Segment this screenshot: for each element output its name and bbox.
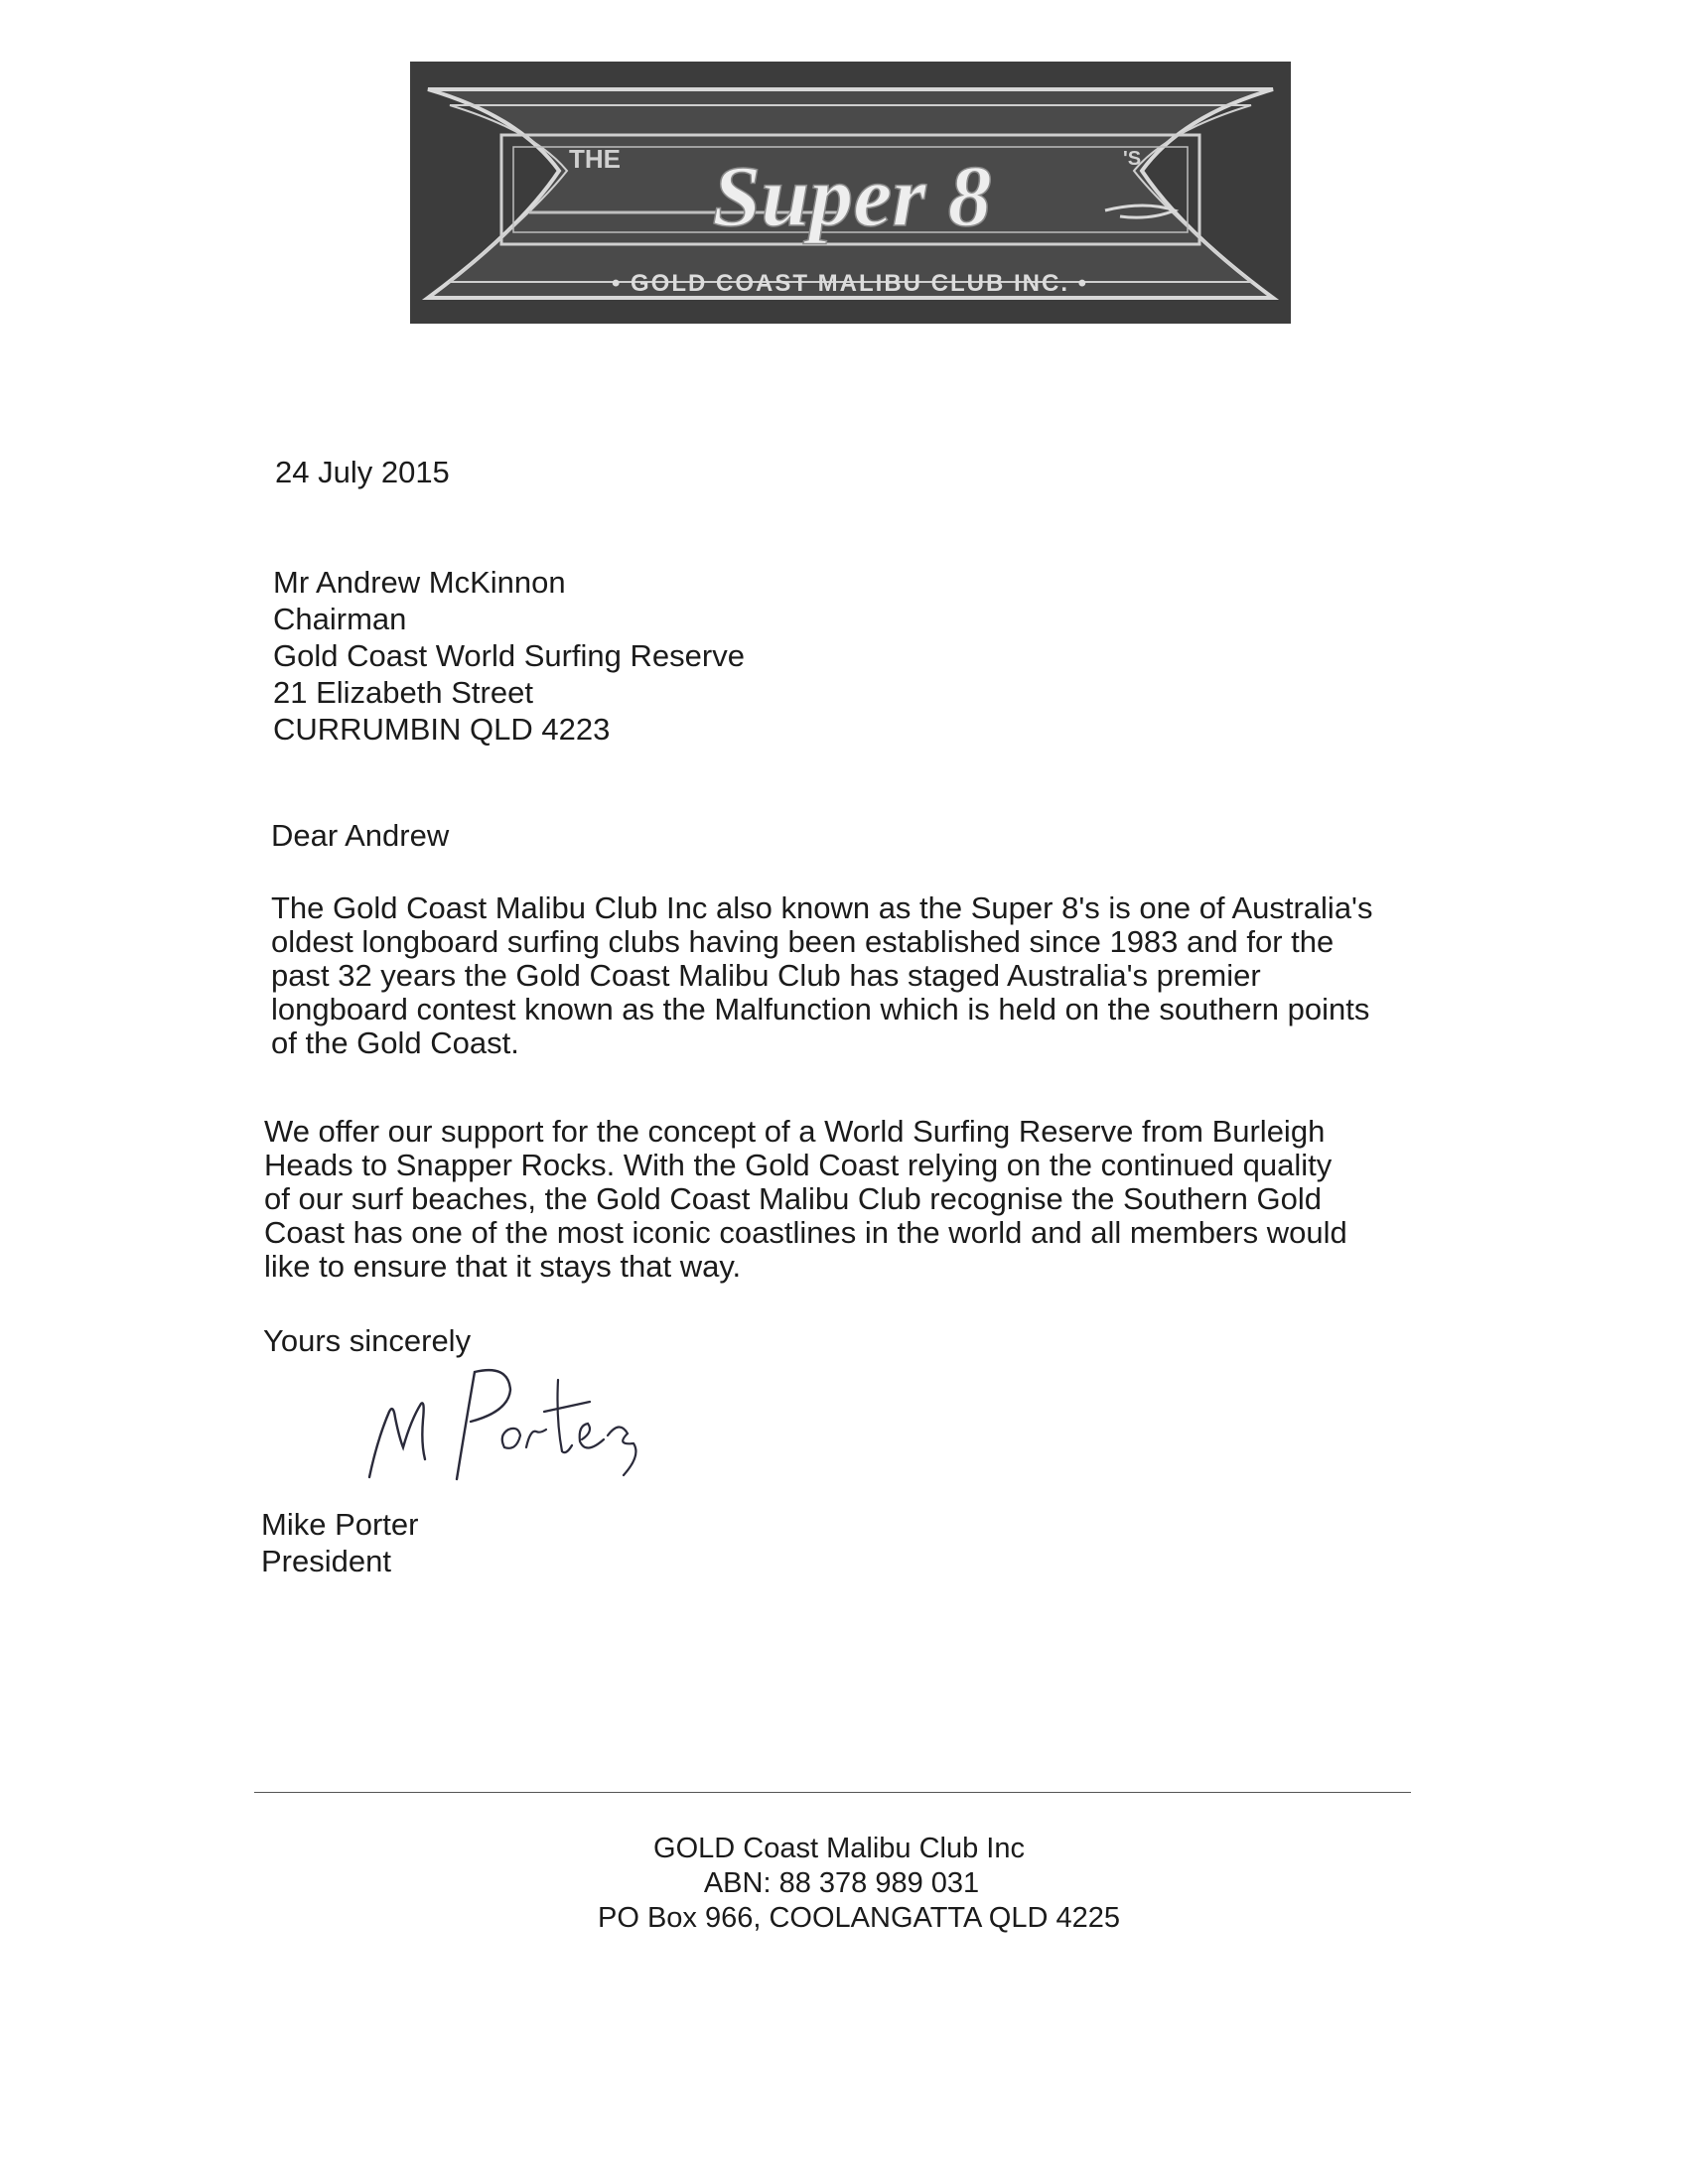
signer-block [261, 1506, 418, 1579]
footer-abn: ABN: 88 378 989 031 [703, 1867, 980, 1899]
paragraph-line: We offer our support for the concept of a World Surfing Reserve from Burleigh [264, 1114, 1326, 1149]
paragraph-line: longboard contest known as the Malfunction which is held on the southern points [271, 992, 1370, 1026]
body-paragraph-1 [271, 891, 1372, 1060]
recipient-title: Chairman [273, 602, 407, 636]
recipient-organisation: Gold Coast World Surfing Reserve [273, 638, 745, 673]
signature-graphic [359, 1360, 677, 1499]
logo-prefix: THE [569, 144, 621, 174]
footer-club-name: GOLD Coast Malibu Club Inc [653, 1833, 1025, 1864]
logo-subtitle: • GOLD COAST MALIBU CLUB INC. • [611, 270, 1089, 297]
club-logo [410, 62, 1291, 324]
footer-divider [254, 1792, 1411, 1793]
logo-graphic [410, 62, 1291, 324]
paragraph-line: past 32 years the Gold Coast Malibu Club has staged Australia's premier [271, 958, 1261, 993]
paragraph-line: like to ensure that it stays that way. [264, 1249, 742, 1284]
recipient-address [273, 564, 745, 748]
signer-title: President [261, 1544, 391, 1578]
closing: Yours sincerely [263, 1323, 472, 1358]
signer-name: Mike Porter [261, 1507, 419, 1542]
letter-date: 24 July 2015 [275, 455, 450, 489]
footer [0, 1832, 1688, 1936]
paragraph-line: The Gold Coast Malibu Club Inc also known as the Super 8's is one of Australia's [271, 890, 1373, 925]
recipient-locality: CURRUMBIN QLD 4223 [273, 712, 611, 747]
paragraph-line: of the Gold Coast. [271, 1025, 519, 1060]
recipient-street: 21 Elizabeth Street [273, 675, 533, 710]
paragraph-line: oldest longboard surfing clubs having been established since 1983 and for the [271, 924, 1335, 959]
logo-suffix: 'S [1123, 148, 1142, 170]
paragraph-line: Heads to Snapper Rocks. With the Gold Coast relying on the continued quality [264, 1148, 1333, 1182]
paragraph-line: of our surf beaches, the Gold Coast Malibu Club recognise the Southern Gold [264, 1181, 1322, 1216]
body-paragraph-2 [264, 1115, 1347, 1284]
handwritten-signature [359, 1360, 677, 1499]
paragraph-line: Coast has one of the most iconic coastlines in the world and all members would [264, 1215, 1347, 1250]
logo-main-text: Super 8 [712, 149, 992, 245]
footer-postal-address: PO Box 966, COOLANGATTA QLD 4225 [598, 1902, 1120, 1934]
recipient-name: Mr Andrew McKinnon [273, 565, 566, 600]
salutation: Dear Andrew [271, 818, 450, 853]
